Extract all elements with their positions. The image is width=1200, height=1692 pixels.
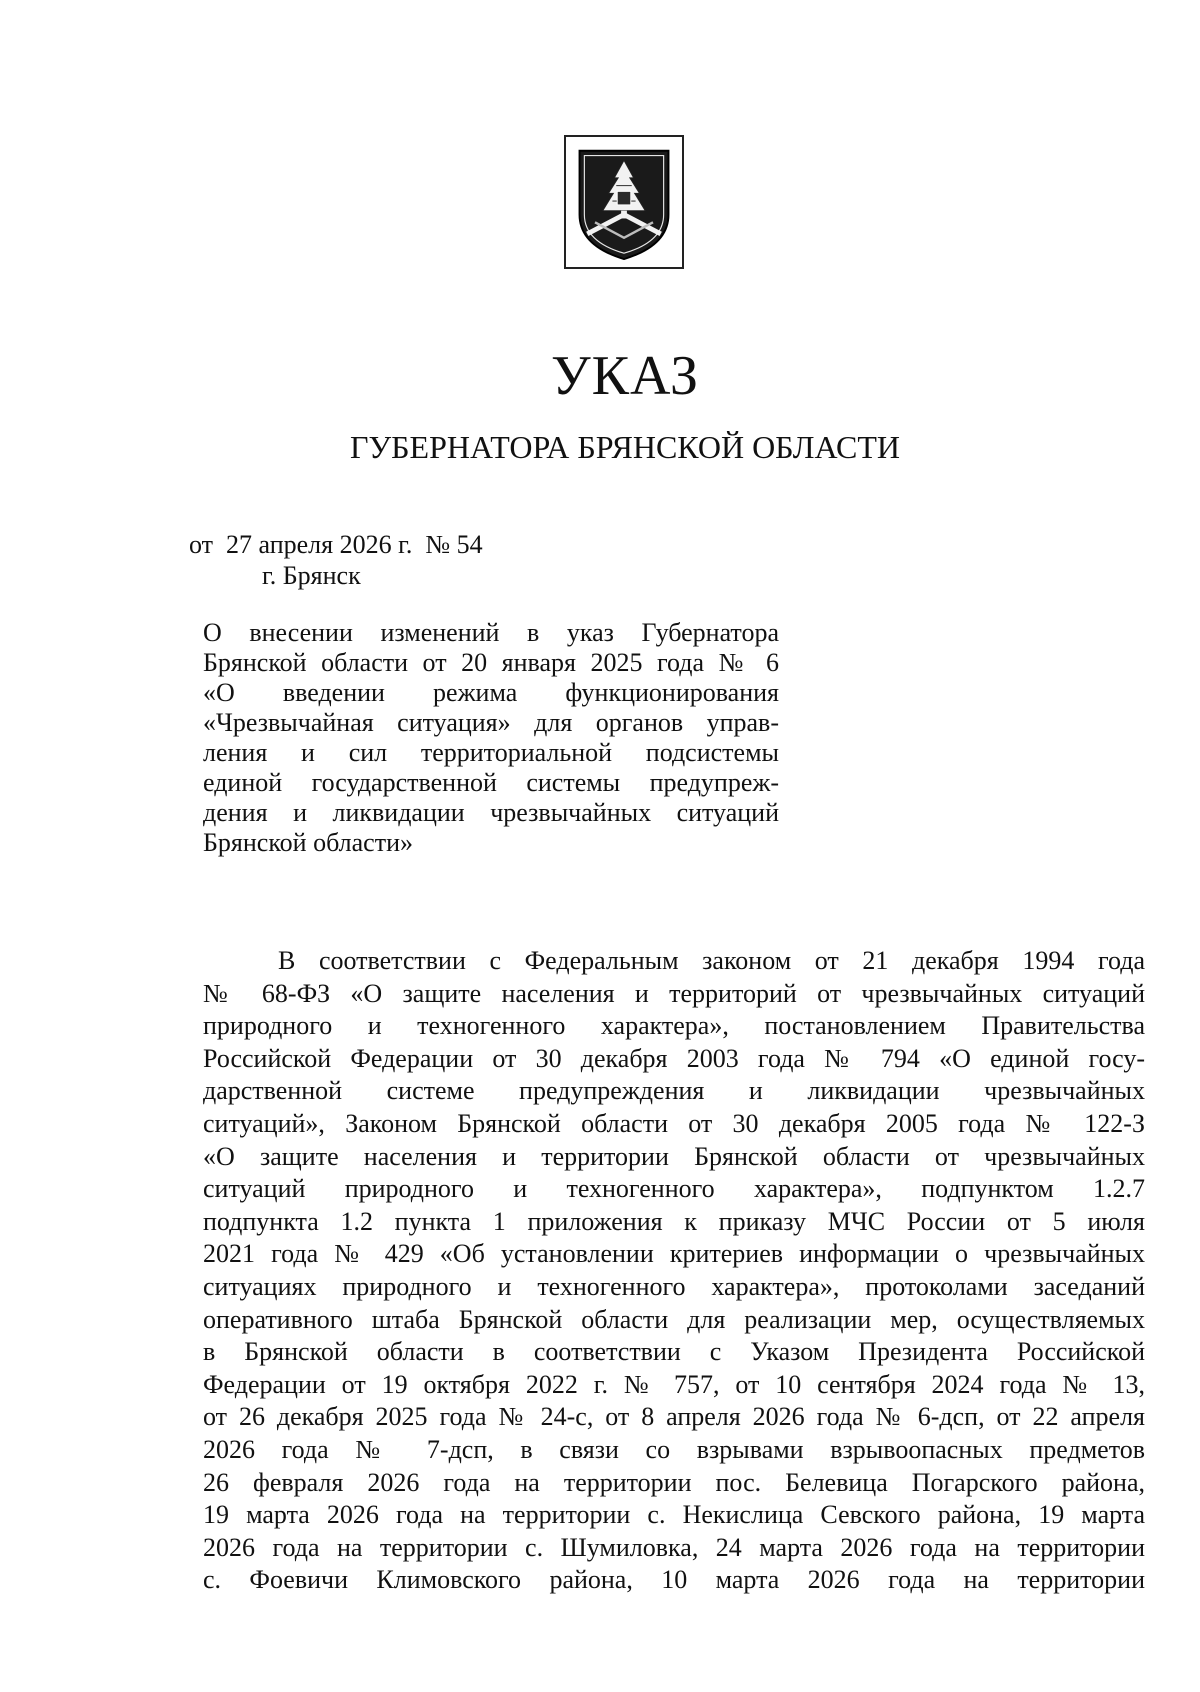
body-line: В соответствии с Федеральным законом от 21 декабря 1994 года: [278, 946, 1145, 975]
subject-line: дения и ликвидации чрезвычайных ситуаций: [203, 798, 779, 827]
subject-line: Брянской области от 20 января 2025 года № 6: [203, 648, 779, 677]
body-line: ситуаций природного и техногенного характера», подпунктом 1.2.7: [203, 1174, 1145, 1204]
body-line: 2026 года на территории с. Шумиловка, 24 марта 2026 года на территории: [203, 1532, 1145, 1562]
subject-line: О внесении изменений в указ Губернатора: [203, 618, 779, 647]
subject-line: «Чрезвычайная ситуация» для органов управ-: [203, 708, 779, 737]
body-line: 2026 года № 7-дсп, в связи со взрывами взрывоопасных предметов: [203, 1434, 1145, 1464]
document-body-paragraph: [203, 945, 1145, 1597]
subject-line: единой государственной системы предупреж-: [203, 768, 779, 797]
body-line: ситуациях природного и техногенного характера», протоколами заседаний: [203, 1271, 1145, 1301]
body-line: 26 февраля 2026 года на территории пос. Белевица Погарского района,: [203, 1467, 1145, 1497]
document-date-number: от 27 апреля 2026 г. № 54: [189, 530, 483, 559]
document-subject: [203, 618, 779, 858]
body-line: в Брянской области в соответствии с Указом Президента Российской: [203, 1337, 1145, 1367]
subject-line: «О введении режима функционирования: [203, 678, 779, 707]
document-title: УКАЗ: [550, 345, 700, 407]
body-line: от 26 декабря 2025 года № 24-с, от 8 апреля 2026 года № 6-дсп, от 22 апреля: [203, 1402, 1145, 1432]
body-line: № 68-ФЗ «О защите населения и территорий от чрезвычайных ситуаций: [203, 978, 1145, 1008]
coat-of-arms-icon: [566, 137, 682, 267]
body-line: 2021 года № 429 «Об установлении критериев информации о чрезвычайных: [203, 1239, 1145, 1269]
body-line: природного и техногенного характера», постановлением Правительства: [203, 1011, 1145, 1041]
body-line: подпункта 1.2 пункта 1 приложения к приказу МЧС России от 5 июля: [203, 1206, 1145, 1236]
subject-line: ления и сил территориальной подсистемы: [203, 738, 779, 767]
document-city: г. Брянск: [262, 561, 361, 590]
body-line: дарственной системе предупреждения и ликвидации чрезвычайных: [203, 1076, 1145, 1106]
body-line: ситуаций», Законом Брянской области от 30 декабря 2005 года № 122-З: [203, 1108, 1145, 1138]
body-line: оперативного штаба Брянской области для реализации мер, осуществляемых: [203, 1304, 1145, 1334]
document-issuer: ГУБЕРНАТОРА БРЯНСКОЙ ОБЛАСТИ: [350, 429, 900, 465]
body-line: «О защите населения и территории Брянской области от чрезвычайных: [203, 1141, 1145, 1171]
body-line: Федерации от 19 октября 2022 г. № 757, от 10 сентября 2024 года № 13,: [203, 1369, 1145, 1399]
coat-of-arms-emblem: [564, 135, 684, 269]
body-line: 19 марта 2026 года на территории с. Некислица Севского района, 19 марта: [203, 1500, 1145, 1530]
subject-line: Брянской области»: [203, 828, 413, 857]
body-line: Российской Федерации от 30 декабря 2003 года № 794 «О единой госу-: [203, 1043, 1145, 1073]
body-line: с. Фоевичи Климовского района, 10 марта 2026 года на территории: [203, 1565, 1145, 1595]
